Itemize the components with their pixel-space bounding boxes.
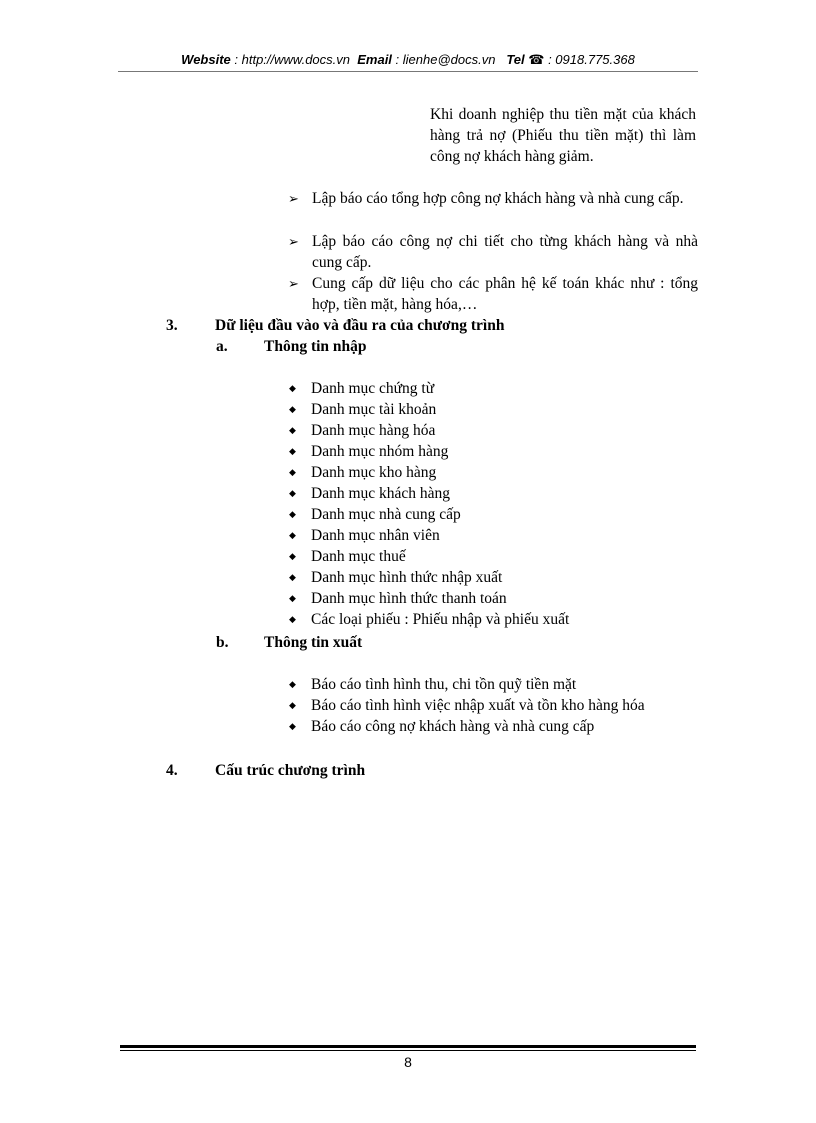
input-list-item: ◆ Danh mục chứng từ	[289, 380, 435, 397]
footer-divider-thin	[120, 1050, 696, 1051]
diamond-bullet-icon: ◆	[289, 593, 296, 603]
arrow-list-item	[288, 273, 698, 315]
email-label: Email	[357, 52, 392, 67]
subsection-a-title: Thông tin nhập	[264, 338, 367, 355]
output-list-item: ◆ Báo cáo tình hình thu, chi tồn quỹ tiền mặt	[289, 676, 577, 693]
input-list-item: ◆ Danh mục hình thức nhập xuất	[289, 569, 503, 586]
diamond-bullet-icon: ◆	[289, 551, 296, 561]
footer-divider-thick	[120, 1045, 696, 1048]
website-value[interactable]: : http://www.docs.vn	[234, 52, 350, 67]
header-divider	[118, 71, 698, 72]
arrow-bullet-icon: ➢	[288, 276, 299, 291]
subsection-a-letter: a.	[216, 338, 228, 355]
subsection-b-title: Thông tin xuất	[264, 634, 363, 651]
phone-icon: ☎	[528, 52, 545, 67]
arrow-item-text: Lập báo cáo tổng hợp công nợ khách hàng và nhà cung cấp.	[312, 190, 684, 207]
arrow-bullet-icon: ➢	[288, 234, 299, 249]
input-list-item: ◆ Danh mục thuế	[289, 548, 406, 565]
section-3-title: Dữ liệu đầu vào và đầu ra của chương trình	[215, 317, 505, 334]
page-number: 8	[404, 1054, 412, 1070]
email-value[interactable]: : lienhe@docs.vn	[395, 52, 496, 67]
arrow-list-item	[288, 188, 698, 209]
diamond-bullet-icon: ◆	[289, 679, 296, 689]
input-list-item: ◆ Danh mục hàng hóa	[289, 422, 436, 439]
website-label: Website	[181, 52, 231, 67]
diamond-bullet-icon: ◆	[289, 467, 296, 477]
tel-value: : 0918.775.368	[548, 52, 635, 67]
diamond-bullet-icon: ◆	[289, 488, 296, 498]
section-4-title: Cấu trúc chương trình	[215, 762, 366, 779]
output-list-item: ◆ Báo cáo công nợ khách hàng và nhà cung cấp	[289, 718, 595, 735]
input-list-item: ◆ Danh mục hình thức thanh toán	[289, 590, 507, 607]
diamond-bullet-icon: ◆	[289, 446, 296, 456]
input-list-item: ◆ Các loại phiếu : Phiếu nhập và phiếu xuất	[289, 611, 570, 628]
diamond-bullet-icon: ◆	[289, 425, 296, 435]
section-3-number: 3.	[166, 317, 178, 334]
diamond-bullet-icon: ◆	[289, 530, 296, 540]
input-list-item: ◆ Danh mục tài khoản	[289, 401, 437, 418]
input-list-item: ◆ Danh mục kho hàng	[289, 464, 437, 481]
diamond-bullet-icon: ◆	[289, 700, 296, 710]
page-header	[118, 52, 698, 68]
tel-label: Tel	[506, 52, 525, 67]
input-list-item: ◆ Danh mục khách hàng	[289, 485, 451, 502]
diamond-bullet-icon: ◆	[289, 721, 296, 731]
diamond-bullet-icon: ◆	[289, 572, 296, 582]
arrow-bullet-icon: ➢	[288, 191, 299, 206]
input-list-item: ◆ Danh mục nhân viên	[289, 527, 440, 544]
diamond-bullet-icon: ◆	[289, 509, 296, 519]
arrow-item-text: Lập báo cáo công nợ chi tiết cho từng khách hàng và nhà cung cấp.	[312, 233, 698, 271]
subsection-b-letter: b.	[216, 634, 229, 651]
intro-paragraph: Khi doanh nghiệp thu tiền mặt của khách hàng trả nợ (Phiếu thu tiền mặt) thì làm công nợ khách hàng giảm.	[430, 106, 696, 165]
output-list-item: ◆ Báo cáo tình hình việc nhập xuất và tồn kho hàng hóa	[289, 697, 645, 714]
section-4-number: 4.	[166, 762, 178, 779]
arrow-list-item	[288, 231, 698, 273]
input-list-item: ◆ Danh mục nhóm hàng	[289, 443, 449, 460]
diamond-bullet-icon: ◆	[289, 614, 296, 624]
arrow-item-text: Cung cấp dữ liệu cho các phân hệ kế toán khác như : tổng hợp, tiền mặt, hàng hóa,…	[312, 275, 698, 313]
diamond-bullet-icon: ◆	[289, 404, 296, 414]
input-list-item: ◆ Danh mục nhà cung cấp	[289, 506, 461, 523]
diamond-bullet-icon: ◆	[289, 383, 296, 393]
